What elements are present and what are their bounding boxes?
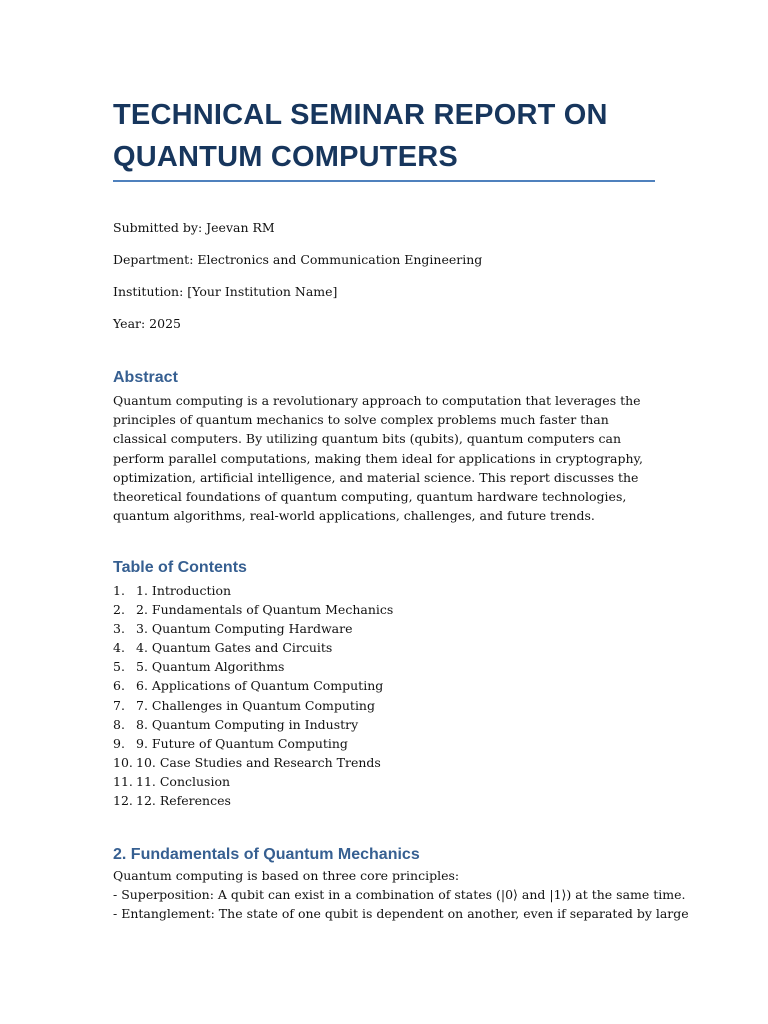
toc-item[interactable] [113, 715, 393, 734]
toc-item-label: 7. Challenges in Quantum Computing [136, 697, 375, 713]
section-2-heading: 2. Fundamentals of Quantum Mechanics [113, 846, 420, 863]
year: Year: 2025 [113, 316, 181, 331]
toc-item-number: 11. [113, 773, 133, 789]
toc-item-label: 5. Quantum Algorithms [136, 659, 285, 675]
toc-item-label: 6. Applications of Quantum Computing [136, 678, 384, 694]
toc-item-number: 4. [113, 640, 125, 656]
title-underline [113, 180, 655, 182]
toc-item[interactable] [113, 581, 393, 600]
section-2-body [113, 866, 689, 924]
toc-item[interactable] [113, 772, 393, 791]
toc-item-label: 3. Quantum Computing Hardware [136, 621, 353, 637]
toc-item[interactable] [113, 638, 393, 657]
table-of-contents [113, 581, 393, 810]
toc-item[interactable] [113, 657, 393, 676]
toc-item[interactable] [113, 619, 393, 638]
entanglement-bullet: - Entanglement: The state of one qubit is dependent on another, even if separated by large [113, 906, 689, 922]
toc-item[interactable] [113, 791, 393, 810]
toc-item-label: 10. Case Studies and Research Trends [136, 754, 381, 770]
toc-item-number: 7. [113, 697, 125, 713]
superposition-bullet: - Superposition: A qubit can exist in a combination of states (|0⟩ and |1⟩) at the same time. [113, 887, 686, 903]
toc-item-label: 11. Conclusion [136, 773, 231, 789]
toc-item[interactable] [113, 600, 393, 619]
toc-item-label: 4. Quantum Gates and Circuits [136, 640, 333, 656]
toc-item-number: 3. [113, 621, 125, 637]
toc-item-number: 2. [113, 602, 125, 618]
toc-item-number: 1. [113, 583, 125, 598]
toc-item[interactable] [113, 734, 393, 753]
toc-item-label: 1. Introduction [136, 583, 232, 598]
toc-item[interactable] [113, 696, 393, 715]
abstract-heading: Abstract [113, 369, 178, 386]
abstract-body: Quantum computing is a revolutionary approach to computation that leverages the principles of quantum mechanics to solve complex problems much faster than classical computers. By utilizing quantum bits (qubits), quantum computers can perform parallel computations, making them ideal for applications in cryptography, optimization, artificial intelligence, and material science. This report discusses the theoretical foundations of quantum computing, quantum hardware technologies, quantum algorithms, real-world applications, challenges, and future trends. [113, 393, 643, 524]
toc-item-number: 5. [113, 659, 125, 675]
toc-item-number: 10. [113, 754, 133, 770]
department: Department: Electronics and Communication Engineering [113, 252, 483, 267]
institution: Institution: [Your Institution Name] [113, 284, 338, 299]
toc-item-number: 12. [113, 793, 133, 809]
toc-item-number: 9. [113, 735, 125, 751]
toc-item-number: 6. [113, 678, 125, 694]
section-2-intro: Quantum computing is based on three core principles: [113, 868, 460, 883]
toc-item-label: 12. References [136, 793, 231, 809]
toc-item-label: 9. Future of Quantum Computing [136, 735, 348, 751]
toc-item[interactable] [113, 676, 393, 695]
document-title: TECHNICAL SEMINAR REPORT ON QUANTUM COMPUTERS [113, 99, 608, 173]
toc-item[interactable] [113, 753, 393, 772]
toc-heading: Table of Contents [113, 559, 247, 576]
toc-item-label: 2. Fundamentals of Quantum Mechanics [136, 602, 394, 618]
submitted-by: Submitted by: Jeevan RM [113, 220, 275, 235]
toc-item-number: 8. [113, 716, 125, 732]
toc-item-label: 8. Quantum Computing in Industry [136, 716, 359, 732]
